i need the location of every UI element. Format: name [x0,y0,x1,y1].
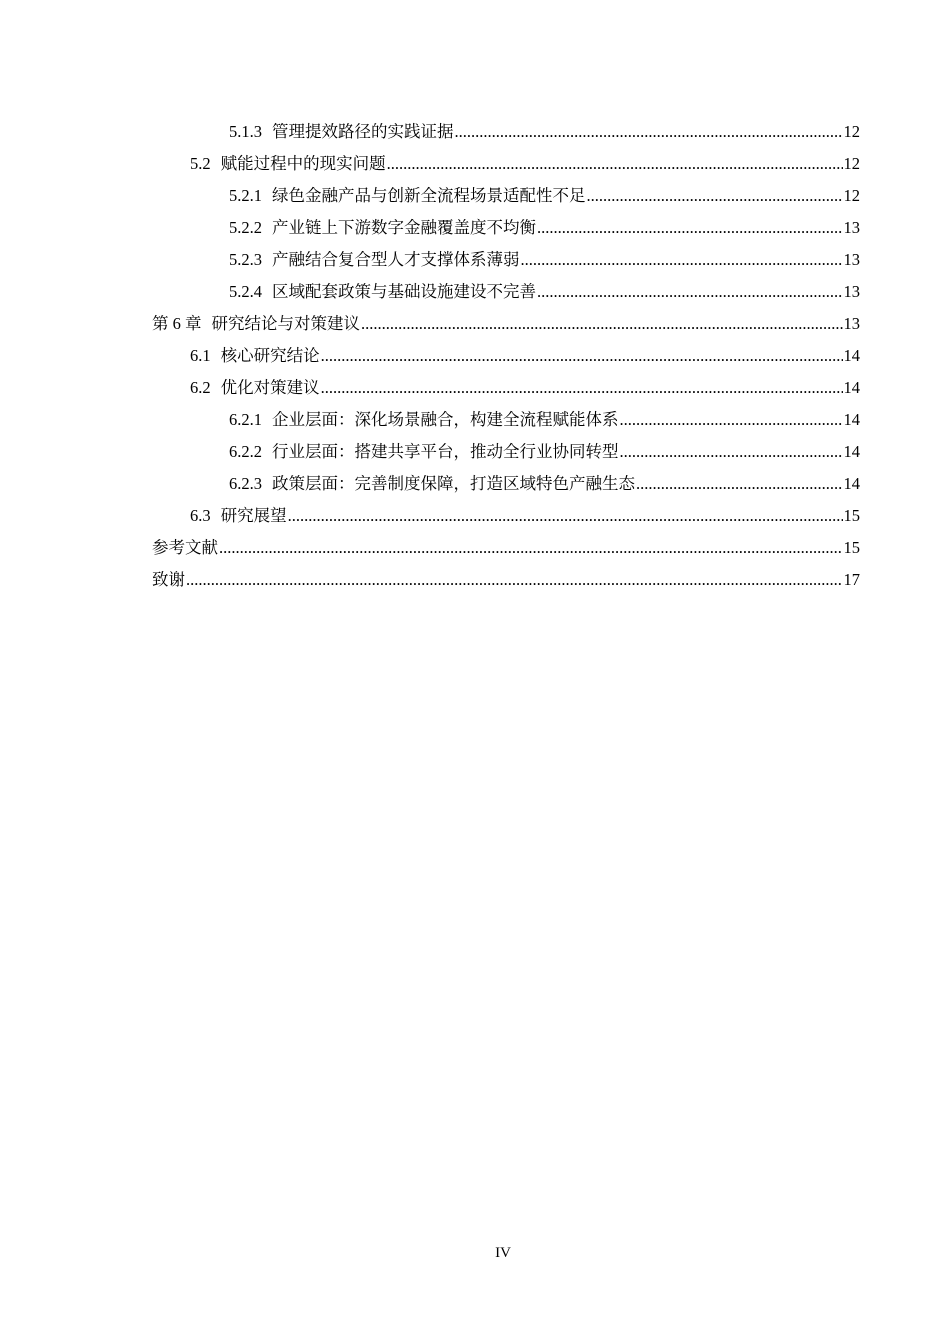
toc-entry-page: 14 [843,442,860,461]
toc-entry-number: 第 6 章 [152,314,202,333]
toc-entry-number: 5.2.3 [229,250,262,269]
toc-dot-leader [321,346,843,366]
toc-entry-page: 15 [843,538,860,557]
toc-dot-leader [288,506,843,526]
toc-entry-5-1-3[interactable] [0,116,950,148]
toc-dot-leader [636,474,843,494]
toc-entry-number: 5.1.3 [229,122,262,141]
toc-entry-page: 13 [843,282,860,301]
toc-entry-page: 14 [843,474,860,493]
toc-dot-leader [587,186,843,206]
toc-entry-number: 5.2.4 [229,282,262,301]
toc-entry-page: 14 [843,378,860,397]
toc-entry-number: 6.3 [190,506,211,525]
toc-entry-number: 5.2.2 [229,218,262,237]
toc-entry-title: 行业层面：搭建共享平台，推动全行业协同转型 [272,442,619,461]
toc-entry-page: 14 [843,346,860,365]
toc-entry-title: 核心研究结论 [220,346,320,365]
toc-dot-leader [620,410,843,430]
toc-entry-page: 13 [843,250,860,269]
toc-entry-page: 15 [843,506,860,525]
toc-dot-leader [455,122,843,142]
toc-entry-number: 5.2 [190,154,211,173]
toc-entry-5-2-3[interactable] [0,244,950,276]
toc-dot-leader [537,282,843,302]
toc-entry-page: 13 [843,314,860,333]
toc-entry-title: 产融结合复合型人才支撑体系薄弱 [272,250,520,269]
toc-entry-references[interactable] [0,532,950,564]
toc-entry-6-2-1[interactable] [0,404,950,436]
toc-entry-number: 6.2.2 [229,442,262,461]
toc-entry-title: 区域配套政策与基础设施建设不完善 [272,282,536,301]
toc-entry-6-2-2[interactable] [0,436,950,468]
toc-entry-number: 5.2.1 [229,186,262,205]
toc-entry-title: 研究展望 [220,506,287,525]
toc-entry-title: 绿色金融产品与创新全流程场景适配性不足 [272,186,586,205]
toc-dot-leader [620,442,843,462]
toc-entry-5-2-4[interactable] [0,276,950,308]
toc-entry-number: 6.1 [190,346,211,365]
toc-entry-number: 6.2.1 [229,410,262,429]
toc-entry-chapter-6[interactable] [0,308,950,340]
toc-entry-6-1[interactable] [0,340,950,372]
toc-entry-6-2-3[interactable] [0,468,950,500]
toc-entry-5-2[interactable] [0,148,950,180]
toc-entry-number: 6.2.3 [229,474,262,493]
toc-dot-leader [537,218,843,238]
toc-entry-page: 12 [843,122,860,141]
page-number: IV [495,1245,511,1261]
toc-entry-title: 管理提效路径的实践证据 [272,122,454,141]
toc-entry-6-2[interactable] [0,372,950,404]
toc-entry-5-2-2[interactable] [0,212,950,244]
toc-entry-title: 研究结论与对策建议 [211,314,360,333]
toc-dot-leader [361,314,843,334]
toc-entry-page: 13 [843,218,860,237]
toc-entry-6-3[interactable] [0,500,950,532]
toc-entry-acknowledgements[interactable] [0,564,950,596]
toc-dot-leader [219,538,843,558]
toc-entry-5-2-1[interactable] [0,180,950,212]
toc-dot-leader [521,250,843,270]
toc-dot-leader [387,154,843,174]
toc-entry-title: 企业层面：深化场景融合，构建全流程赋能体系 [272,410,619,429]
toc-entry-title: 参考文献 [152,538,218,557]
toc-entry-title: 致谢 [152,570,185,589]
toc-entry-page: 12 [843,154,860,173]
toc-dot-leader [321,378,843,398]
toc-entry-page: 17 [843,570,860,589]
toc-entry-title: 政策层面：完善制度保障，打造区域特色产融生态 [272,474,635,493]
toc-entry-title: 优化对策建议 [220,378,320,397]
toc-entry-page: 12 [843,186,860,205]
toc-dot-leader [186,570,843,590]
toc-entry-title: 产业链上下游数字金融覆盖度不均衡 [272,218,536,237]
toc-entry-number: 6.2 [190,378,211,397]
toc-entry-page: 14 [843,410,860,429]
table-of-contents [0,116,950,596]
toc-entry-title: 赋能过程中的现实问题 [220,154,386,173]
